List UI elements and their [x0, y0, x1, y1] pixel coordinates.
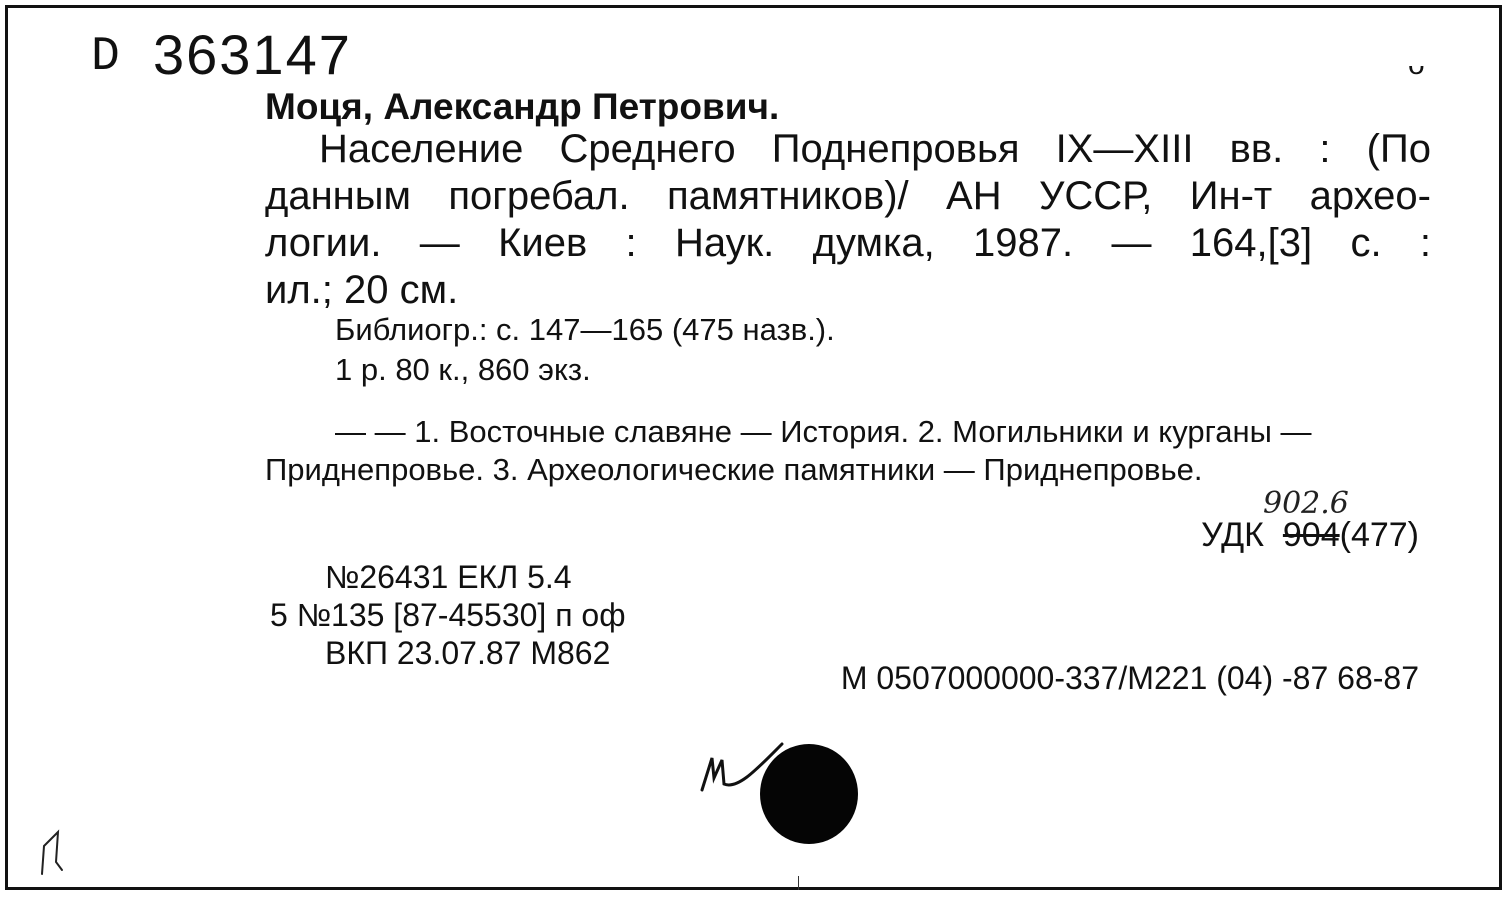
- bottom-tick: [798, 876, 799, 890]
- bibliography-note: Библиогр.: с. 147—165 (475 назв.).: [335, 312, 835, 347]
- service-line-1: №26431 ЕКЛ 5.4: [325, 559, 572, 595]
- body-line-1: Население Среднего Поднепровья IX—XIII вв. : (По: [319, 127, 1431, 171]
- body-line-2: данным погребал. памятников)/ АН УССР, Ин-т архео-: [265, 174, 1431, 218]
- publisher-code: М 0507000000-337/М221 (04) -87 68-87: [840, 660, 1419, 696]
- udc-label: УДК: [1201, 516, 1264, 554]
- punch-hole: [760, 744, 858, 844]
- udc-struck-code: 904: [1282, 516, 1340, 554]
- service-info: [270, 558, 626, 672]
- udc-classification: [1201, 516, 1419, 555]
- udc-handwritten-correction: 902.6: [1263, 486, 1349, 521]
- body-line-4: ил.; 20 см.: [265, 268, 459, 312]
- service-line-3: ВКП 23.07.87 М862: [325, 635, 611, 671]
- handwritten-corner-number: [36, 828, 66, 878]
- body-line-3: логии. — Киев : Наук. думка, 1987. — 164,[3] с. :: [265, 221, 1431, 265]
- subject-headings: [265, 413, 1431, 489]
- title-description: [265, 126, 1431, 314]
- subject-text: — — 1. Восточные славяне — История. 2. Могильники и курганы — Приднепровье. 3. Археологические памятники — Приднепровье.: [265, 414, 1312, 487]
- call-prefix: D: [91, 30, 120, 84]
- catalog-card: [5, 5, 1502, 890]
- udc-geo-code: (477): [1339, 516, 1419, 554]
- price-note: 1 р. 80 к., 860 экз.: [335, 352, 591, 387]
- call-number: 363147: [153, 23, 352, 86]
- service-line-2: 5 №135 [87-45530] п оф: [270, 597, 626, 633]
- notes-block: [335, 310, 835, 390]
- author-heading: Моця, Александр Петрович.: [265, 86, 780, 127]
- top-right-mark: ᴗ: [1408, 48, 1425, 81]
